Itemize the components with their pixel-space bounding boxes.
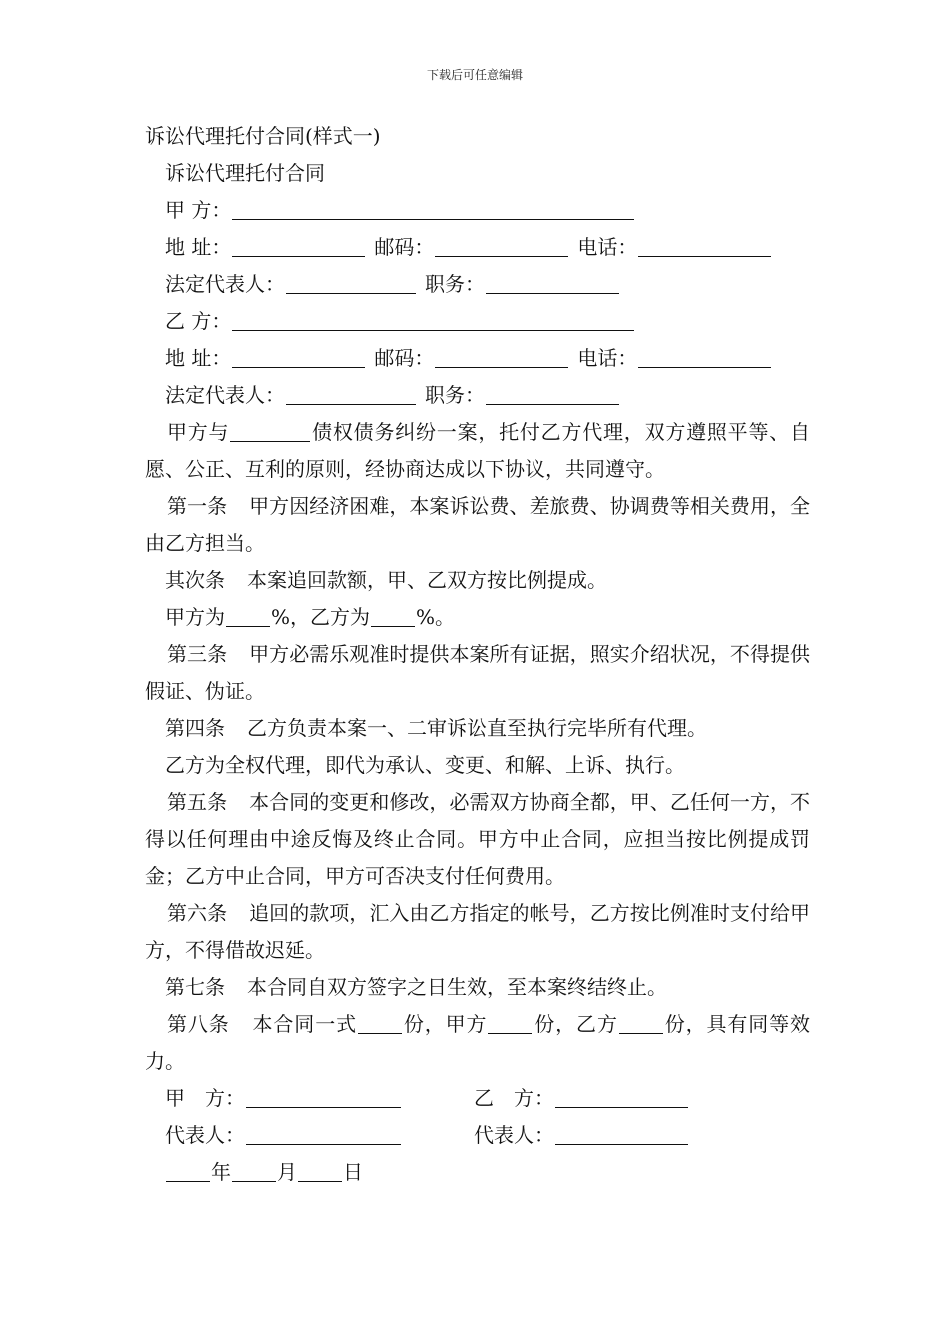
copies-party-a-blank xyxy=(488,1011,532,1034)
article-7-text: 本合同自双方签字之日生效，至本案终结终止。 xyxy=(247,975,667,999)
article-4-text: 乙方负责本案一、二审诉讼直至执行完毕所有代理。 xyxy=(247,716,707,740)
signature-rep-b-blank xyxy=(555,1122,688,1145)
party-a-tel-blank xyxy=(638,234,771,257)
signature-rep-line xyxy=(145,1117,810,1154)
ratio-party-b-label: %，乙方为 xyxy=(271,605,371,629)
article-3 xyxy=(145,636,810,710)
article-8-party-a-label: 份，甲方 xyxy=(402,1012,488,1036)
article-6-heading: 第六条 xyxy=(167,901,228,925)
party-b-address-blank xyxy=(232,345,365,368)
contract-body xyxy=(145,118,810,1191)
signature-rep-a-blank xyxy=(246,1122,401,1145)
article-6 xyxy=(145,895,810,969)
copies-total-blank xyxy=(358,1011,402,1034)
party-b-line xyxy=(145,303,810,340)
year-label: 年 xyxy=(211,1160,231,1184)
signature-rep-a-label: 代表人： xyxy=(165,1123,245,1147)
signature-party-a-blank xyxy=(246,1085,401,1108)
article-3-heading: 第三条 xyxy=(167,642,228,666)
year-blank xyxy=(166,1159,210,1182)
article-2-text: 本案追回款额，甲、乙双方按比例提成。 xyxy=(247,568,607,592)
party-a-address-line xyxy=(145,229,810,266)
party-b-address-label: 地 址： xyxy=(165,346,232,370)
article-1 xyxy=(145,488,810,562)
ratio-party-a-label: 甲方为 xyxy=(165,605,225,629)
day-label: 日 xyxy=(343,1160,363,1184)
party-b-zip-blank xyxy=(435,345,568,368)
ratio-party-b-blank xyxy=(371,604,415,627)
intro-text-start: 甲方与 xyxy=(167,420,230,444)
party-b-rep-blank xyxy=(286,382,416,405)
copies-party-b-blank xyxy=(619,1011,663,1034)
party-b-tel-blank xyxy=(638,345,771,368)
article-7-heading: 第七条 xyxy=(165,975,225,999)
party-a-title-blank xyxy=(486,271,619,294)
article-4-extra: 乙方为全权代理，即代为承认、变更、和解、上诉、执行。 xyxy=(165,753,685,777)
article-5 xyxy=(145,784,810,895)
party-b-title-blank xyxy=(486,382,619,405)
party-a-rep-blank xyxy=(286,271,416,294)
intro-text-rest: 债权债务纠纷一案，托付乙方代理，双方遵照平等、自愿、公正、互利的原则，经协商达成以下协议，共同遵守。 xyxy=(145,420,811,481)
party-a-address-label: 地 址： xyxy=(165,235,232,259)
document-title: 诉讼代理托付合同(样式一) xyxy=(145,124,381,148)
party-a-rep-label: 法定代表人： xyxy=(165,272,285,296)
party-a-tel-label: 电话： xyxy=(577,235,638,259)
article-3-text: 甲方必需乐观准时提供本案所有证据，照实介绍状况，不得提供假证、伪证。 xyxy=(145,642,811,703)
date-line xyxy=(145,1154,810,1191)
page-header-note: 下载后可任意编辑 xyxy=(426,68,523,82)
article-2 xyxy=(145,562,810,599)
party-b-title-label: 职务： xyxy=(425,383,485,407)
article-4-heading: 第四条 xyxy=(165,716,225,740)
day-blank xyxy=(298,1159,342,1182)
article-7 xyxy=(145,969,810,1006)
opponent-blank xyxy=(230,419,310,442)
signature-party-a-label: 甲 方： xyxy=(165,1086,245,1110)
article-8-copies-label: 本合同一式 xyxy=(251,1012,357,1036)
signature-rep-b-label: 代表人： xyxy=(474,1123,554,1147)
article-1-heading: 第一条 xyxy=(167,494,228,518)
ratio-end: %。 xyxy=(416,605,456,629)
party-b-address-line xyxy=(145,340,810,377)
ratio-party-a-blank xyxy=(226,604,270,627)
ratio-line xyxy=(145,599,810,636)
party-a-rep-line xyxy=(145,266,810,303)
article-4 xyxy=(145,710,810,747)
party-b-rep-label: 法定代表人： xyxy=(165,383,285,407)
month-blank xyxy=(232,1159,276,1182)
party-b-tel-label: 电话： xyxy=(577,346,638,370)
article-8-end: 份，具有同等效力。 xyxy=(145,1012,811,1073)
party-b-label: 乙 方： xyxy=(165,309,232,333)
signature-party-b-blank xyxy=(555,1085,688,1108)
article-5-text: 本合同的变更和修改，必需双方协商全都，甲、乙任何一方，不得以任何理由中途反悔及终止合同。甲方中止合同，应担当按比例提成罚金；乙方中止合同，甲方可否决支付任何费用。 xyxy=(145,790,811,888)
document-subtitle: 诉讼代理托付合同 xyxy=(165,161,325,185)
month-label: 月 xyxy=(277,1160,297,1184)
party-a-line xyxy=(145,192,810,229)
article-6-text: 追回的款项，汇入由乙方指定的帐号，乙方按比例准时支付给甲方，不得借故迟延。 xyxy=(145,901,811,962)
party-a-label: 甲 方： xyxy=(165,198,232,222)
party-a-blank xyxy=(232,197,634,220)
intro-paragraph xyxy=(145,414,810,488)
party-a-zip-label: 邮码： xyxy=(374,235,435,259)
signature-party-b-label: 乙 方： xyxy=(474,1086,554,1110)
party-b-rep-line xyxy=(145,377,810,414)
party-b-blank xyxy=(232,308,634,331)
article-1-text: 甲方因经济困难，本案诉讼费、差旅费、协调费等相关费用，全由乙方担当。 xyxy=(145,494,811,555)
party-a-address-blank xyxy=(232,234,365,257)
party-a-zip-blank xyxy=(435,234,568,257)
article-8-heading: 第八条 xyxy=(167,1012,230,1036)
party-b-zip-label: 邮码： xyxy=(374,346,435,370)
signature-party-line xyxy=(145,1080,810,1117)
article-2-heading: 其次条 xyxy=(165,568,225,592)
article-8-party-b-label: 份，乙方 xyxy=(533,1012,618,1036)
article-5-heading: 第五条 xyxy=(167,790,228,814)
article-8 xyxy=(145,1006,810,1080)
party-a-title-label: 职务： xyxy=(425,272,485,296)
